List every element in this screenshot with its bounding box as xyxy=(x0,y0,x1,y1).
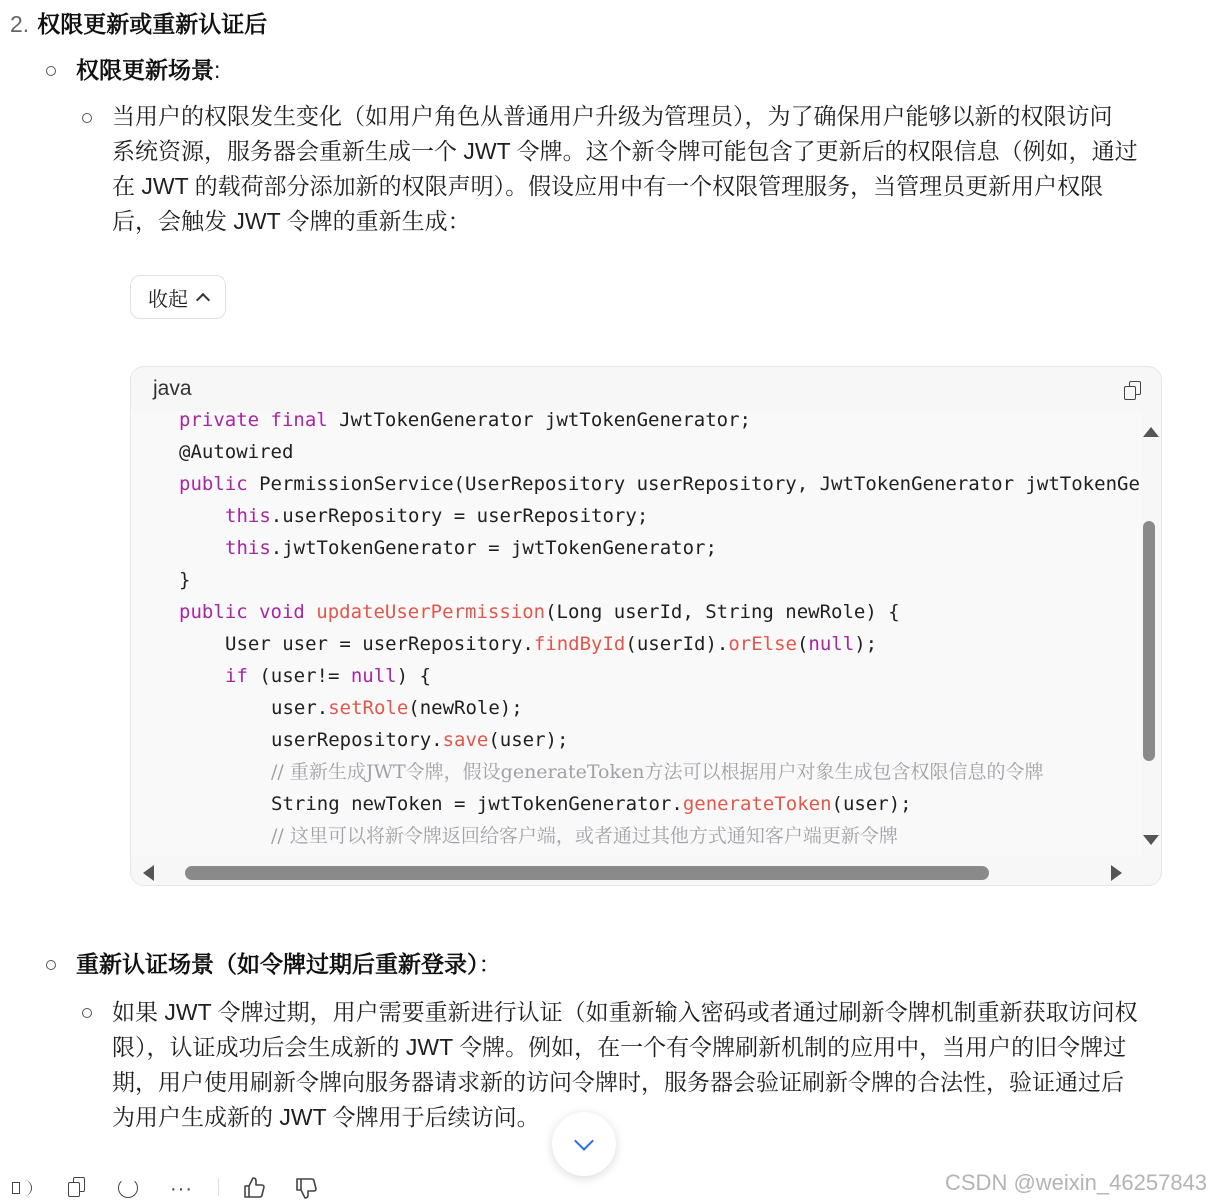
paragraph-line: 期，用户使用刷新令牌向服务器请求新的访问令牌时，服务器会验证刷新令牌的合法性，验证通过后 xyxy=(112,1069,1124,1095)
scroll-right-arrow-icon[interactable] xyxy=(1111,865,1122,881)
paragraph-line: 后，会触发 JWT 令牌的重新生成： xyxy=(112,208,471,234)
bullet-icon xyxy=(46,960,56,970)
section-number: 2. xyxy=(10,11,30,37)
code-content[interactable] xyxy=(131,411,1141,857)
permission-update-heading xyxy=(76,54,220,86)
collapse-button-label: 收起 xyxy=(148,288,188,311)
chevron-down-icon xyxy=(574,1131,594,1151)
heading-colon: : xyxy=(214,57,221,83)
thumbs-down-icon[interactable] xyxy=(294,1176,322,1200)
code-line: this.jwtTokenGenerator = jwtTokenGenerator; xyxy=(225,537,717,559)
collapse-button[interactable] xyxy=(130,275,226,319)
watermark: CSDN @weixin_46257843 xyxy=(945,1170,1208,1195)
paragraph-line: 限），认证成功后会生成新的 JWT 令牌。例如，在一个有令牌刷新机制的应用中，当用户的旧令牌过 xyxy=(112,1034,1127,1060)
scroll-down-arrow-icon[interactable] xyxy=(1143,835,1159,845)
bullet-icon xyxy=(82,113,92,123)
reauth-heading-text: 重新认证场景（如令牌过期后重新登录） xyxy=(76,951,479,977)
more-icon[interactable]: ··· xyxy=(170,1178,193,1200)
bullet-icon xyxy=(82,1008,92,1018)
reauth-heading xyxy=(76,948,502,980)
reauth-paragraph xyxy=(112,995,1172,1135)
refresh-icon[interactable] xyxy=(116,1176,144,1200)
copy-icon[interactable] xyxy=(1124,381,1142,401)
scroll-to-bottom-button[interactable] xyxy=(552,1112,616,1176)
paragraph-line: 如果 JWT 令牌过期，用户需要重新进行认证（如重新输入密码或者通过刷新令牌机制重新获取访问权 xyxy=(112,999,1138,1025)
section-title: 权限更新或重新认证后 xyxy=(37,11,268,37)
code-line: public PermissionService(UserRepository userRepository, JwtTokenGenerator jwtTokenGe xyxy=(179,473,1140,495)
permission-update-heading-text: 权限更新场景 xyxy=(76,57,214,83)
code-line: private final JwtTokenGenerator jwtTokenGenerator; xyxy=(179,411,751,431)
code-line: if (user!= null) { xyxy=(225,665,431,687)
code-line: public void updateUserPermission(Long userId, String newRole) { xyxy=(179,601,900,623)
scroll-up-arrow-icon[interactable] xyxy=(1143,427,1159,437)
speaker-icon[interactable] xyxy=(12,1176,40,1200)
horizontal-scroll-thumb[interactable] xyxy=(185,866,989,880)
code-line: String newToken = jwtTokenGenerator.generateToken(user); xyxy=(271,793,912,815)
chevron-up-icon xyxy=(196,293,210,307)
code-line: User user = userRepository.findById(userId).orElse(null); xyxy=(225,633,878,655)
vertical-scroll-thumb[interactable] xyxy=(1143,521,1155,761)
scroll-left-arrow-icon[interactable] xyxy=(143,865,154,881)
code-line: @Autowired xyxy=(179,441,294,463)
thumbs-up-icon[interactable] xyxy=(242,1176,270,1200)
paragraph-line: 系统资源，服务器会重新生成一个 JWT 令牌。这个新令牌可能包含了更新后的权限信息（例如，通过 xyxy=(112,138,1138,164)
horizontal-scrollbar[interactable] xyxy=(131,861,1131,885)
vertical-scrollbar[interactable] xyxy=(1141,411,1161,861)
paragraph-line: 在 JWT 的载荷部分添加新的权限声明）。假设应用中有一个权限管理服务，当管理员更新用户权限 xyxy=(112,173,1104,199)
paragraph-line: 为用户生成新的 JWT 令牌用于后续访问。 xyxy=(112,1104,540,1130)
code-line: user.setRole(newRole); xyxy=(271,697,523,719)
code-line: } xyxy=(179,569,191,591)
code-comment: // 重新生成JWT令牌，假设generateToken方法可以根据用户对象生成包含权限信息的令牌 xyxy=(271,761,1044,783)
code-block xyxy=(130,366,1162,886)
paragraph-line: 当用户的权限发生变化（如用户角色从普通用户升级为管理员），为了确保用户能够以新的权限访问 xyxy=(112,103,1113,129)
copy-icon[interactable] xyxy=(64,1176,92,1200)
section-heading xyxy=(10,8,267,40)
bullet-icon xyxy=(46,66,56,76)
code-line: this.userRepository = userRepository; xyxy=(225,505,649,527)
heading-colon: ： xyxy=(478,951,502,977)
toolbar-divider xyxy=(218,1178,219,1196)
code-comment: // 这里可以将新令牌返回给客户端，或者通过其他方式通知客户端更新令牌 xyxy=(271,825,898,847)
code-language: java xyxy=(153,377,192,400)
code-line: userRepository.save(user); xyxy=(271,729,569,751)
permission-update-paragraph xyxy=(112,99,1172,239)
